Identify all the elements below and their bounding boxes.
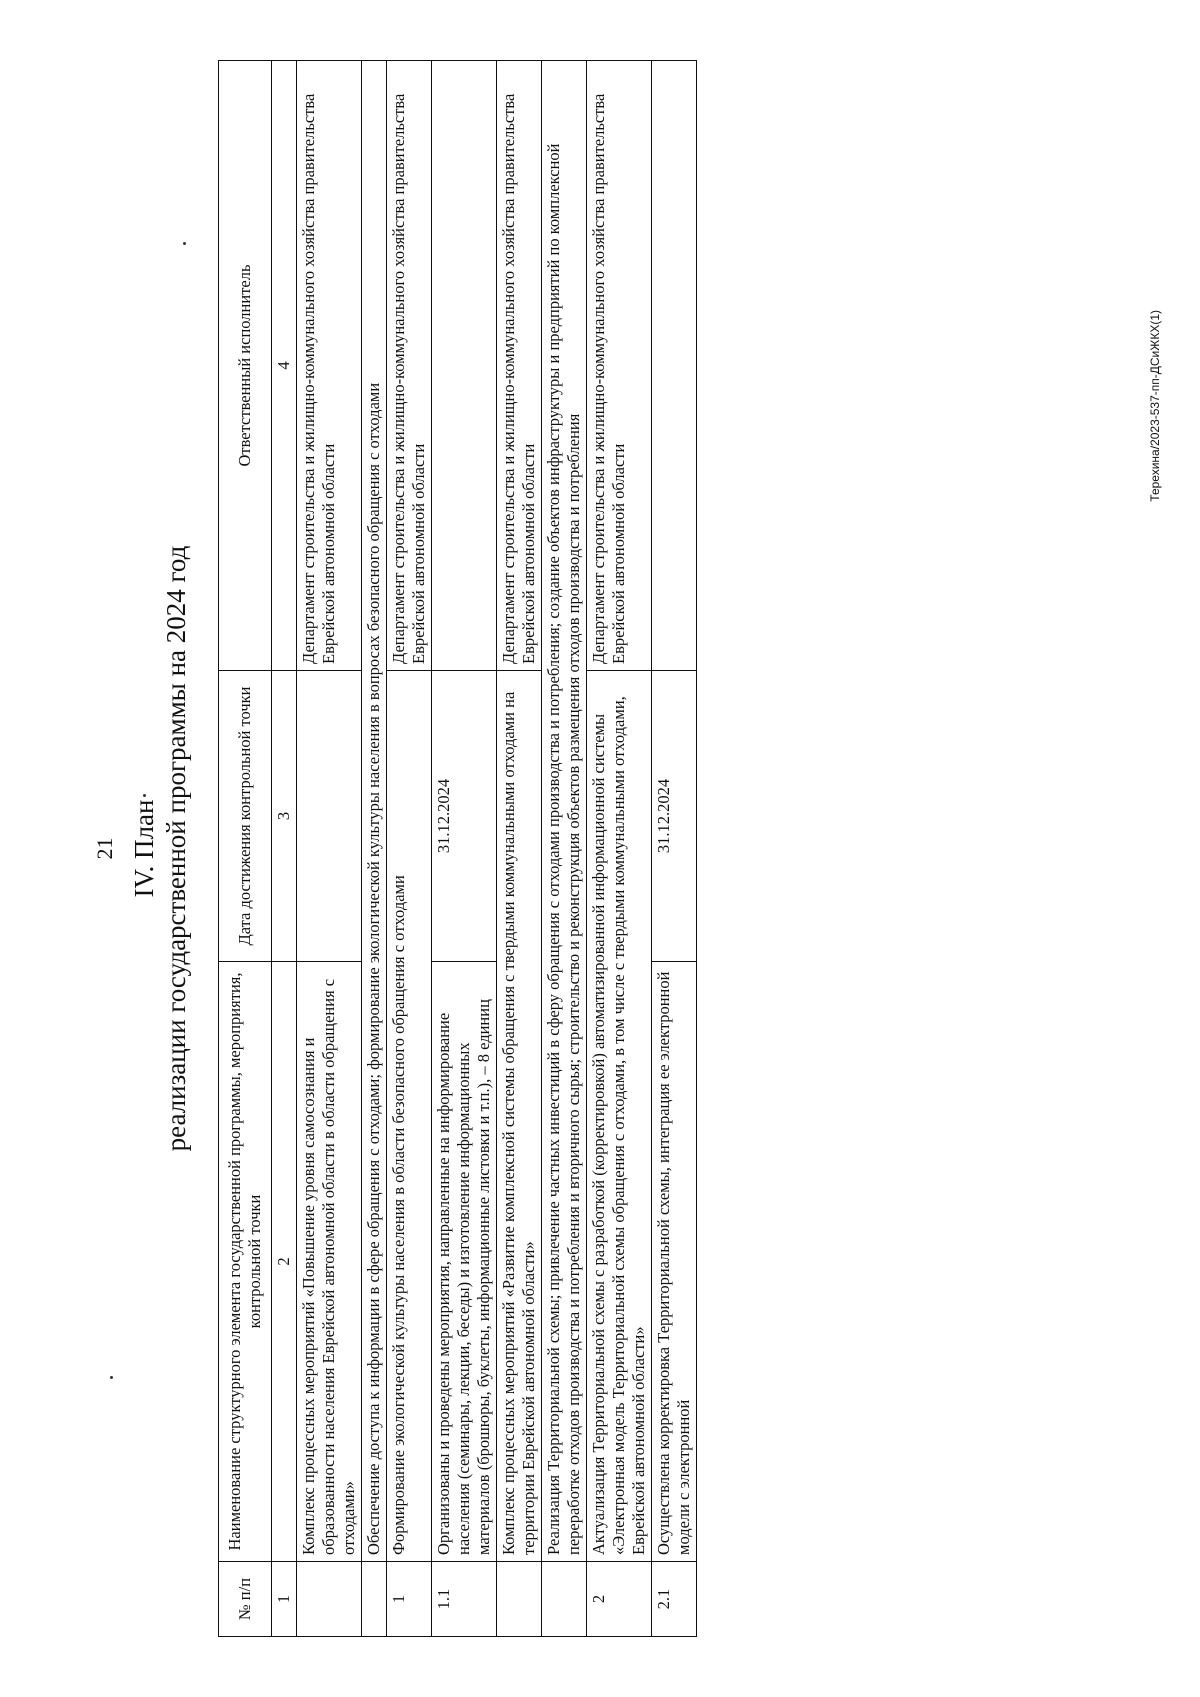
row-executor: Департамент строительства и жилищно-коммунального хозяйства правительства Еврейской автономной области <box>497 61 542 671</box>
row-executor: Департамент строительства и жилищно-коммунального хозяйства правительства Еврейской автономной области <box>587 61 652 671</box>
plan-table <box>218 60 697 1637</box>
row-executor: Департамент строительства и жилищно-коммунального хозяйства правительства Еврейской автономной области <box>297 61 362 671</box>
plan-subtitle: реализации государственной программы на 2024 год <box>161 545 191 1152</box>
row-name: Формирование экологической культуры населения в области безопасного обращения с отходами <box>387 671 432 1562</box>
row-executor <box>432 61 497 671</box>
row-num: 2 <box>587 1562 652 1637</box>
table-row <box>432 61 497 1637</box>
column-number: 1 <box>272 1562 297 1637</box>
row-date: 31.12.2024 <box>432 671 497 962</box>
row-num <box>362 1562 387 1637</box>
scan-speck <box>110 1376 113 1379</box>
row-num <box>297 1562 362 1637</box>
header-num: № п/п <box>219 1562 272 1637</box>
table-row <box>362 61 387 1637</box>
row-num: 2.1 <box>652 1562 697 1637</box>
table-row <box>497 61 542 1637</box>
row-name: Осуществлена корректировка Территориальной схемы, интеграция ее электронной модели с электронной <box>652 962 697 1562</box>
row-executor <box>652 61 697 671</box>
row-name: Актуализация Территориальной схемы с разработкой (корректировкой) автоматизированной информационной системы «Электронная модель Территориальной схемы обращения с отходами, в том числе с твердыми коммунальными отходами, Еврейской автономной области» <box>587 671 652 1562</box>
column-number-row <box>272 61 297 1637</box>
document-footer-code: Терехина/2023-537-пп-ДСиЖКХ(1) <box>1148 310 1162 502</box>
row-executor: Департамент строительства и жилищно-коммунального хозяйства правительства Еврейской автономной области <box>387 61 432 671</box>
scan-speck <box>143 794 146 797</box>
row-name: Комплекс процессных мероприятий «Развитие комплексной системы обращения с твердыми коммунальными отходами на территории Еврейской автономной области» <box>497 671 542 1562</box>
row-date <box>297 671 362 962</box>
header-date: Дата достижения контрольной точки <box>219 671 272 962</box>
table-row <box>652 61 697 1637</box>
plan-heading <box>128 0 192 1697</box>
row-num <box>497 1562 542 1637</box>
row-num: 1 <box>387 1562 432 1637</box>
row-num <box>542 1562 587 1637</box>
table-row <box>587 61 652 1637</box>
table-header-row <box>219 61 272 1637</box>
row-task-text: Обеспечение доступа к информации в сфере обращения с отходами; формирование экологической культуры населения в вопросах безопасного обращения с отходами <box>362 61 387 1562</box>
header-executor: Ответственный исполнитель <box>219 61 272 671</box>
scan-speck <box>183 242 186 245</box>
table-row <box>387 61 432 1637</box>
row-num: 1.1 <box>432 1562 497 1637</box>
column-number: 4 <box>272 61 297 671</box>
column-number: 2 <box>272 962 297 1562</box>
column-number: 3 <box>272 671 297 962</box>
header-name: Наименование структурного элемента государственной программы, мероприятия, контрольной точки <box>219 962 272 1562</box>
row-task-text: Реализация Территориальной схемы; привлечение частных инвестиций в сферу обращения с отходами производства и потребления; создание объектов инфраструктуры и предприятий по комплексной переработке отходов производства и потребления и вторичного сырья; строительство и реконструкция объектов размещения отходов производства и потребления <box>542 61 587 1562</box>
table-row <box>542 61 587 1637</box>
table-row <box>297 61 362 1637</box>
row-name: Комплекс процессных мероприятий «Повышение уровня самосознания и образованности населения Еврейской автономной области в области обращения с отходами» <box>297 962 362 1562</box>
row-date: 31.12.2024 <box>652 671 697 962</box>
page-number: 21 <box>92 837 117 860</box>
plan-title: IV. План <box>129 799 159 898</box>
row-name: Организованы и проведены мероприятия, направленные на информирование населения (семинары, лекции, беседы) и изготовление информационных материалов (брошюры, буклеты, информационные листовки и т.п.), – 8 единиц <box>432 962 497 1562</box>
